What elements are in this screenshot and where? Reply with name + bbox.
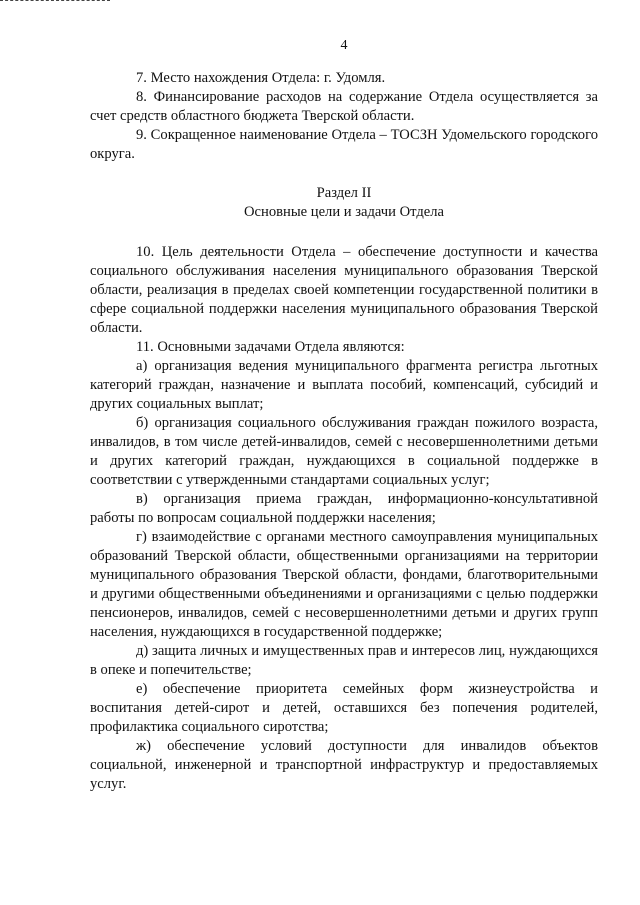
task-zh: ж) обеспечение условий доступности для инвалидов объектов социальной, инженерной и транспортной инфраструктур и предоставляемых услуг.: [90, 738, 598, 792]
task-g: г) взаимодействие с органами местного самоуправления муниципальных образований Тверской области, общественными организациями на территории муниципального образования Тверской области, фондами, благотворительными и другими общественными объединениями и организациями с целью поддержки пенсионеров, инвалидов, семей с несовершеннолетними детьми и других групп населения, нуждающихся в государственной поддержке;: [90, 529, 598, 640]
paragraph-7: 7. Место нахождения Отдела: г. Удомля.: [136, 70, 386, 86]
section-title: Основные цели и задачи Отдела: [244, 204, 444, 220]
paragraph-10: 10. Цель деятельности Отдела – обеспечение доступности и качества социального обслуживания населения муниципального образования Тверской области, реализация в пределах своей компетенции государственной политики в сфере социальной поддержки населения муниципального образования Тверской области.: [90, 244, 598, 336]
task-d: д) защита личных и имущественных прав и интересов лиц, нуждающихся в опеке и попечительстве;: [90, 643, 598, 678]
paragraph-8: 8. Финансирование расходов на содержание Отдела осуществляется за счет средств областного бюджета Тверской области.: [90, 89, 598, 124]
paragraph-11: 11. Основными задачами Отдела являются:: [136, 339, 405, 355]
paragraph-9: 9. Сокращенное наименование Отдела – ТОСЗН Удомельского городского округа.: [90, 127, 598, 162]
document-page: [90, 36, 598, 794]
top-edge-rule: [0, 0, 110, 2]
section-number: Раздел II: [316, 185, 372, 201]
task-v: в) организация приема граждан, информационно-консультативной работы по вопросам социальной поддержки населения;: [90, 491, 598, 526]
task-a: а) организация ведения муниципального фрагмента регистра льготных категорий граждан, назначение и выплата пособий, компенсаций, субсидий и других социальных выплат;: [90, 358, 598, 412]
page-number: 4: [340, 38, 348, 53]
task-b: б) организация социального обслуживания граждан пожилого возраста, инвалидов, в том числе детей-инвалидов, семей с несовершеннолетними детьми и других категорий граждан, нуждающихся в социальной поддержке в соответствии с утвержденными стандартами социальных услуг;: [90, 415, 598, 488]
task-e: е) обеспечение приоритета семейных форм жизнеустройства и воспитания детей-сирот и детей, оставшихся без попечения родителей, профилактика социального сиротства;: [90, 681, 598, 735]
